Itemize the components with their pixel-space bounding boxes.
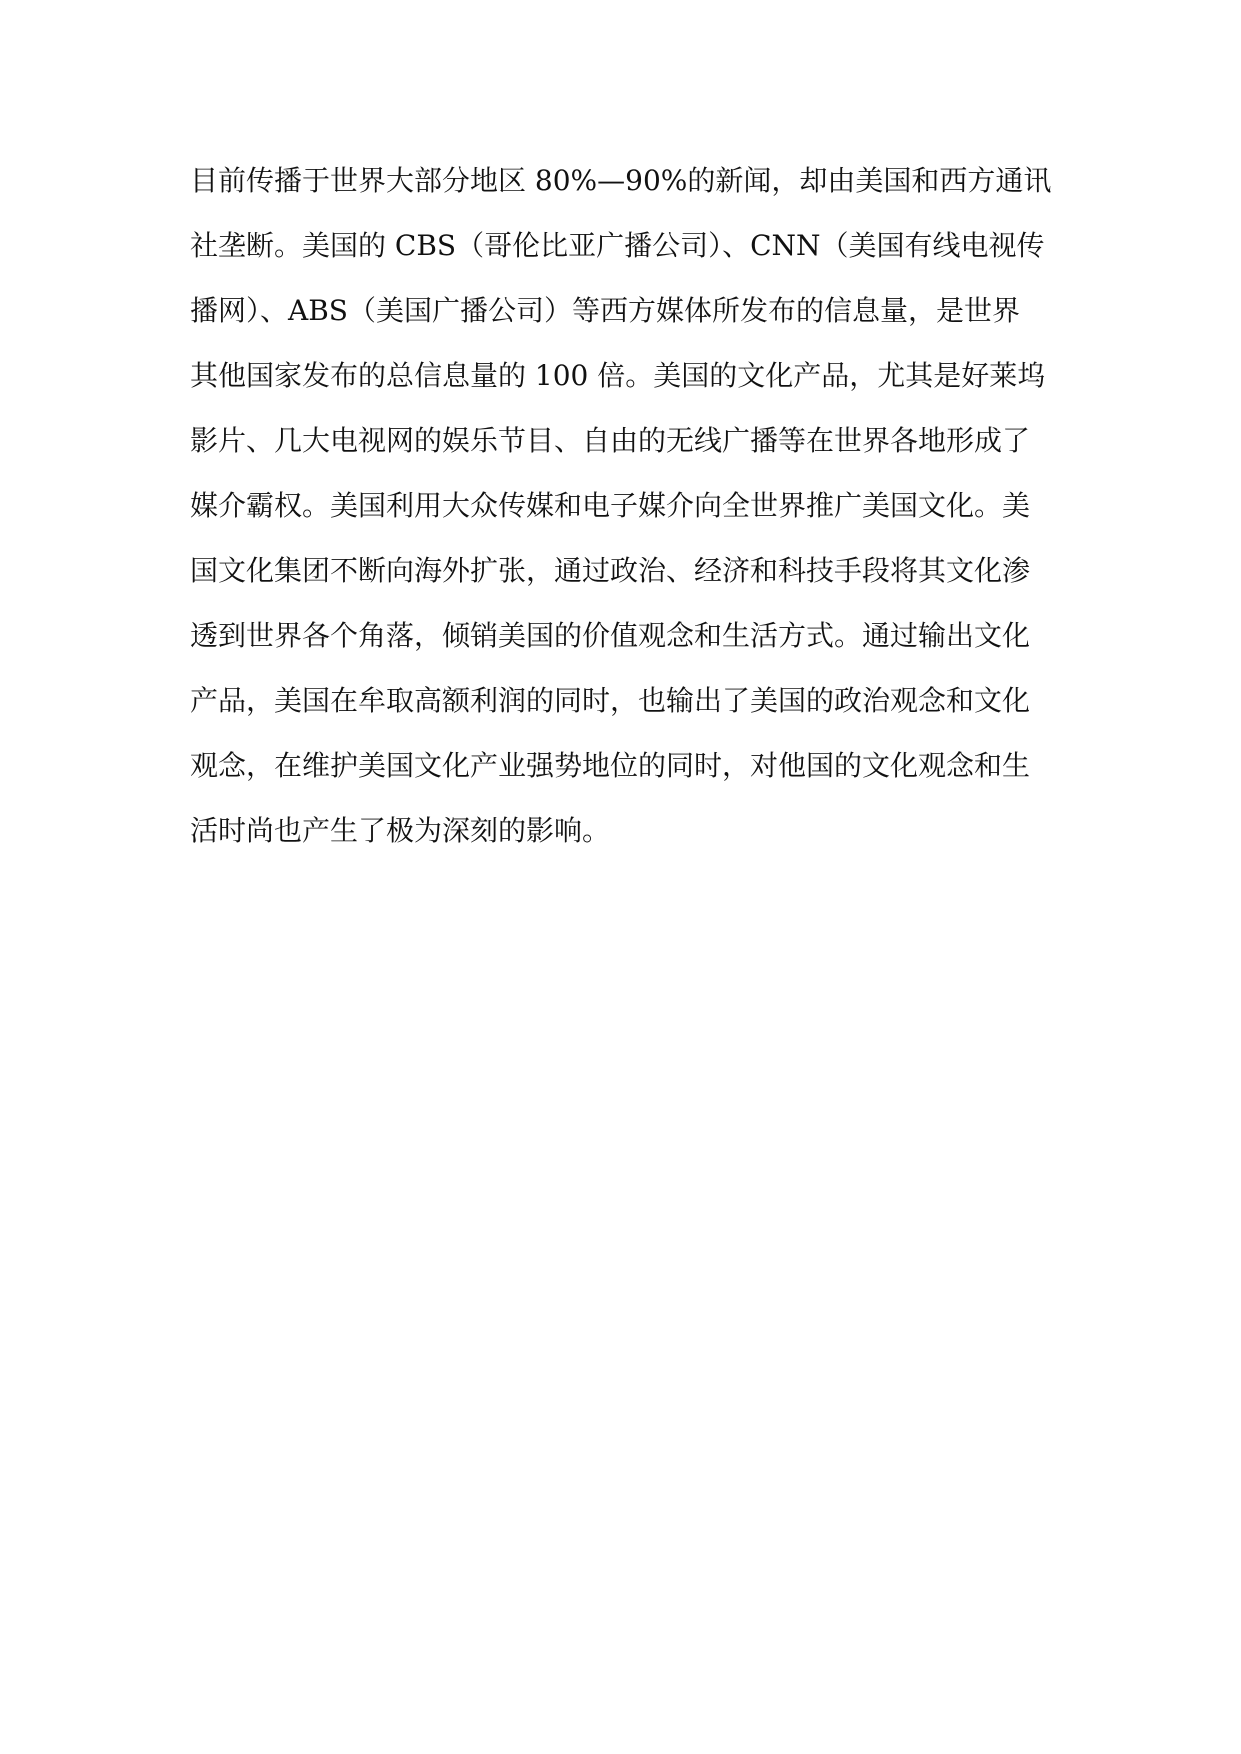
- paragraph-line: 产品，美国在牟取高额利润的同时，也输出了美国的政治观念和文化: [190, 684, 1031, 717]
- body-paragraph: [190, 158, 1070, 873]
- paragraph-line: 媒介霸权。美国利用大众传媒和电子媒介向全世界推广美国文化。美: [190, 489, 1031, 522]
- paragraph-line: 透到世界各个角落，倾销美国的价值观念和生活方式。通过输出文化: [190, 619, 1031, 652]
- paragraph-line: 活时尚也产生了极为深刻的影响。: [190, 814, 611, 847]
- paragraph-line: 社垄断。美国的 CBS（哥伦比亚广播公司）、CNN（美国有线电视传: [190, 229, 1045, 262]
- paragraph-line: 观念，在维护美国文化产业强势地位的同时，对他国的文化观念和生: [190, 749, 1031, 782]
- paragraph-line: 影片、几大电视网的娱乐节目、自由的无线广播等在世界各地形成了: [190, 424, 1031, 457]
- paragraph-line: 国文化集团不断向海外扩张，通过政治、经济和科技手段将其文化渗: [190, 554, 1031, 587]
- paragraph-line: 播网）、ABS（美国广播公司）等西方媒体所发布的信息量，是世界: [190, 294, 1020, 327]
- paragraph-line: 目前传播于世界大部分地区 80%—90%的新闻，却由美国和西方通讯: [190, 164, 1052, 197]
- paragraph-line: 其他国家发布的总信息量的 100 倍。美国的文化产品，尤其是好莱坞: [190, 359, 1046, 392]
